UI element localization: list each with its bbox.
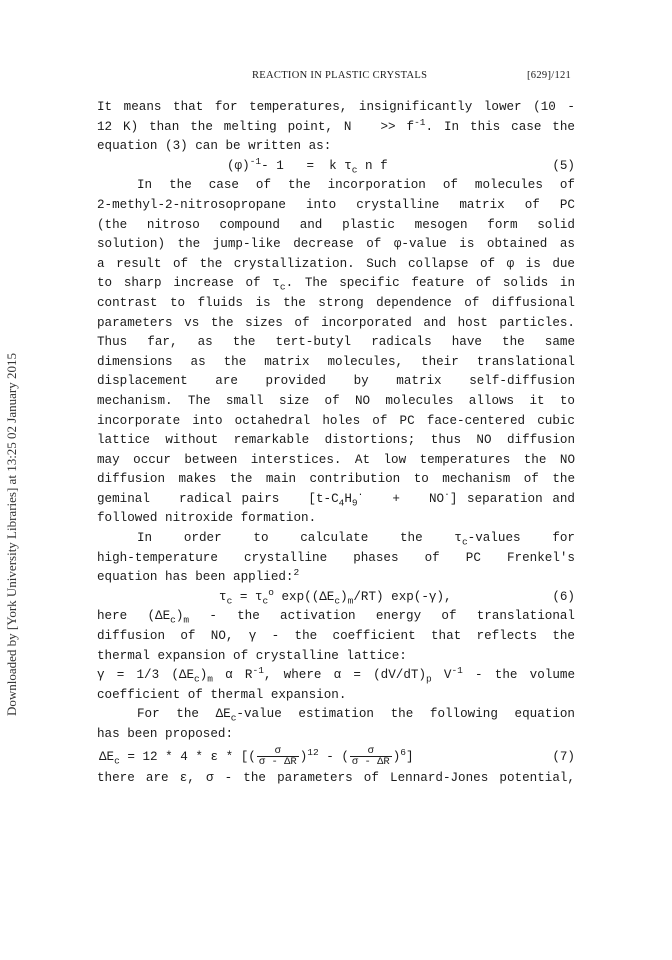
text-line: diffusion of NO, γ - the coefficient that reflects the [97,629,575,644]
text-line: diffusion makes the main contribution to mechanism of the [97,472,575,487]
text-line: equation (3) can be written as: [97,139,332,154]
page-number: [629]/121 [527,70,572,81]
text-line: γ = 1/3 $(\Delta E_c)_m$ α $R^{-1}$, where $\alpha = (dV/dT)_p$ $V^{-1}$ - the volume [97,665,576,685]
equation-7-number: (7) [552,749,575,764]
text-line: For the $\Delta E_c$-value estimation the following equation [137,707,575,724]
text-line: to sharp increase of $\tau_c$. The specific feature of solids in [97,276,575,293]
text-line: thermal expansion of crystalline lattice: [97,648,407,663]
text-line: It means that for temperatures, insignificantly lower (10 - [97,100,575,114]
text-line: (the nitroso compound and plastic mesogen form solid [97,217,575,232]
running-header [0,70,672,86]
fraction: $\frac{\sigma}{\sigma - \Delta R}$ [258,744,297,768]
text-line: contrast to fluids is the strong dependence of diffusional [97,295,575,310]
equation-5-expression: $(\varphi)^{-1}-$ 1 = k $\tau_c$ n f [227,155,388,176]
download-watermark: Downloaded by [York University Libraries] at 13:25 02 January 2015 [4,353,19,716]
equation-6 [97,588,575,608]
text-line: geminal radical pairs $[t-C_4H_9^\cdot + NO^\cdot]$ separation and [97,488,575,509]
text-line: equation has been applied:$^2$ [97,567,300,585]
equation-5 [97,157,575,177]
text-line: a result of the crystallization. Such collapse of φ is due [97,256,575,271]
text-line: parameters vs the sizes of incorporated and host particles. [97,315,575,330]
text-line: followed nitroxide formation. [97,511,317,526]
text-line: 12 K) than the melting point, $N >> f^{-1}$. In this case the [97,116,575,134]
text-line: has been proposed: [97,727,234,741]
text-line: lattice without remarkable distortions; thus NO diffusion [97,433,575,448]
text-line: coefficient of thermal expansion. [97,687,347,702]
equation-6-expression: $\tau_c = \tau_c^o$ $\exp((\Delta E_c)_m/RT)$ exp(-γ), [219,586,452,607]
article-body [97,98,575,788]
text-line: incorporate into octahedral holes of PC face-centered cubic [97,413,575,428]
text-line: 2-methyl-2-nitrosopropane into crystalline matrix of PC [97,197,575,212]
text-line: here $(\Delta E_c)_m$ - the activation energy of translational [97,609,575,626]
text-line: may occur between interstices. At low temperatures the NO [97,452,575,467]
text-line: there are ε, σ - the parameters of Lennard-Jones potential, [97,770,575,785]
equation-7-expression: $\Delta E_c = 12 * 4 * \varepsilon$ * [( $\frac{\sigma}{\sigma - \Delta R}$ )$^{12}$ - ( $\frac{\sigma}{\sigma - \Delta R}$ )$^6$] [99,744,414,768]
equation-7 [97,745,575,769]
text-line: displacement are provided by matrix self-diffusion [97,374,575,389]
equation-5-number: (5) [552,158,575,173]
text-line: In order to calculate the $\tau_c$-values for [137,531,575,548]
text-line: dimensions as the matrix molecules, their translational [97,354,575,369]
text-line: Thus far, as the tert-butyl radicals have the same [97,335,575,350]
text-line: In the case of the incorporation of molecules of [137,178,575,193]
text-line: solution) the jump-like decrease of φ-value is obtained as [97,237,575,252]
text-line: mechanism. The small size of NO molecules allows it to [97,393,575,408]
running-title: REACTION IN PLASTIC CRYSTALS [252,70,428,81]
equation-6-number: (6) [552,589,575,604]
text-line: high-temperature crystalline phases of PC Frenkel's [97,550,575,565]
fraction: $\frac{\sigma}{\sigma - \Delta R}$ [351,744,390,768]
